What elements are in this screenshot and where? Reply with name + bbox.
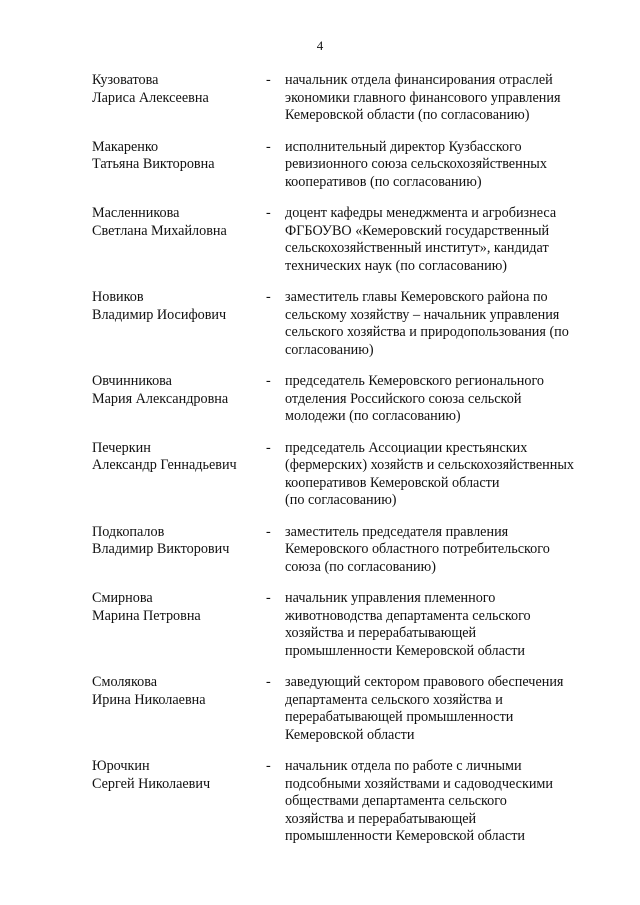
member-name bbox=[92, 72, 266, 107]
member-role-line: Кемеровской области bbox=[285, 726, 415, 743]
member-given-names: Татьяна Викторовна bbox=[92, 156, 215, 172]
member-entry bbox=[92, 205, 612, 275]
member-surname: Подкопалов bbox=[92, 523, 165, 540]
member-name bbox=[92, 139, 266, 174]
member-role-line: председатель Кемеровского регионального bbox=[285, 373, 545, 389]
member-surname: Овчинникова bbox=[92, 373, 172, 389]
member-entry bbox=[92, 289, 612, 359]
member-list bbox=[92, 72, 612, 860]
member-name bbox=[92, 590, 266, 625]
member-role-line: сельскому хозяйству – начальник управления bbox=[285, 306, 560, 323]
member-role-line: заместитель главы Кемеровского района по bbox=[285, 289, 548, 305]
member-role-line: подсобными хозяйствами и садоводческими bbox=[285, 775, 554, 792]
member-role-line: экономики главного финансового управления bbox=[285, 89, 561, 106]
member-role-line: председатель Ассоциации крестьянских bbox=[285, 439, 528, 456]
member-role-line: отделения Российского союза сельской bbox=[285, 390, 522, 407]
separator-dash: - bbox=[266, 138, 271, 155]
member-name bbox=[92, 373, 266, 408]
separator-dash: - bbox=[266, 523, 271, 540]
member-role-line: союза (по согласованию) bbox=[285, 558, 436, 575]
member-role-line: кооперативов (по согласованию) bbox=[285, 173, 482, 190]
member-entry bbox=[92, 72, 612, 125]
member-given-names: Лариса Алексеевна bbox=[92, 89, 209, 106]
member-role-line: (фермерских) хозяйств и сельскохозяйственных bbox=[285, 457, 574, 473]
member-surname: Кузоватова bbox=[92, 72, 159, 88]
member-role-line: ревизионного союза сельскохозяйственных bbox=[285, 156, 547, 172]
member-name bbox=[92, 205, 266, 240]
member-role bbox=[285, 289, 612, 359]
member-role-line: молодежи (по согласованию) bbox=[285, 408, 461, 424]
member-role-line: кооперативов Кемеровской области bbox=[285, 474, 500, 491]
member-surname: Смолякова bbox=[92, 674, 158, 690]
member-role-line: начальник отдела финансирования отраслей bbox=[285, 72, 553, 88]
separator-dash: - bbox=[266, 758, 271, 774]
member-name bbox=[92, 440, 266, 475]
member-role-line: начальник управления племенного bbox=[285, 590, 496, 606]
member-name bbox=[92, 758, 266, 793]
member-name bbox=[92, 524, 266, 559]
member-role-line: животноводства департамента сельского bbox=[285, 607, 531, 624]
member-role bbox=[285, 373, 612, 426]
member-role-line: обществами департамента сельского bbox=[285, 793, 507, 809]
member-role bbox=[285, 205, 612, 275]
member-surname: Макаренко bbox=[92, 138, 159, 155]
separator-dash: - bbox=[266, 72, 271, 88]
member-role bbox=[285, 674, 612, 744]
member-surname: Смирнова bbox=[92, 590, 153, 606]
separator-dash: - bbox=[266, 373, 271, 389]
separator-dash: - bbox=[266, 674, 271, 690]
member-role bbox=[285, 139, 612, 192]
member-role-line: сельскохозяйственный институт», кандидат bbox=[285, 240, 549, 256]
separator-dash: - bbox=[266, 205, 271, 221]
member-name bbox=[92, 674, 266, 709]
member-entry bbox=[92, 674, 612, 744]
member-given-names: Мария Александровна bbox=[92, 390, 229, 407]
member-surname: Юрочкин bbox=[92, 758, 150, 774]
member-entry bbox=[92, 373, 612, 426]
member-role-line: промышленности Кемеровской области bbox=[285, 642, 526, 659]
member-role-line: технических наук (по согласованию) bbox=[285, 257, 508, 274]
separator-dash: - bbox=[266, 439, 271, 456]
member-role-line: начальник отдела по работе с личными bbox=[285, 758, 522, 774]
member-role-line: заместитель председателя правления bbox=[285, 523, 509, 540]
member-surname: Масленникова bbox=[92, 205, 180, 221]
member-role bbox=[285, 758, 612, 846]
member-entry bbox=[92, 139, 612, 192]
member-role-line: Кемеровского областного потребительского bbox=[285, 541, 550, 557]
separator-dash: - bbox=[266, 590, 271, 606]
member-role-line: исполнительный директор Кузбасского bbox=[285, 138, 522, 155]
member-role-line: департамента сельского хозяйства и bbox=[285, 691, 503, 708]
member-given-names: Владимир Викторович bbox=[92, 541, 230, 557]
separator-dash: - bbox=[266, 289, 271, 305]
member-entry bbox=[92, 590, 612, 660]
member-role-line: Кемеровской области (по согласованию) bbox=[285, 107, 530, 123]
member-given-names: Светлана Михайловна bbox=[92, 222, 227, 239]
member-given-names: Александр Геннадьевич bbox=[92, 457, 237, 473]
member-role-line: промышленности Кемеровской области bbox=[285, 828, 526, 844]
member-given-names: Ирина Николаевна bbox=[92, 691, 206, 708]
member-role-line: хозяйства и перерабатывающей bbox=[285, 810, 477, 827]
member-role-line: перерабатывающей промышленности bbox=[285, 709, 514, 725]
member-role bbox=[285, 440, 612, 510]
member-role-line: согласованию) bbox=[285, 341, 374, 358]
page-number: 4 bbox=[316, 38, 324, 53]
member-role-line: (по согласованию) bbox=[285, 492, 397, 508]
member-given-names: Марина Петровна bbox=[92, 607, 201, 624]
member-role-line: доцент кафедры менеджмента и агробизнеса bbox=[285, 205, 557, 221]
member-role-line: ФГБОУВО «Кемеровский государственный bbox=[285, 222, 550, 239]
member-given-names: Владимир Иосифович bbox=[92, 306, 227, 323]
member-role-line: заведующий сектором правового обеспечения bbox=[285, 674, 564, 690]
member-given-names: Сергей Николаевич bbox=[92, 775, 211, 792]
member-surname: Печеркин bbox=[92, 439, 151, 456]
member-role bbox=[285, 72, 612, 125]
member-role bbox=[285, 524, 612, 577]
member-role-line: сельского хозяйства и природопользования (по bbox=[285, 324, 569, 340]
member-surname: Новиков bbox=[92, 289, 144, 305]
member-entry bbox=[92, 440, 612, 510]
member-name bbox=[92, 289, 266, 324]
member-role-line: хозяйства и перерабатывающей bbox=[285, 625, 477, 641]
member-role bbox=[285, 590, 612, 660]
member-entry bbox=[92, 758, 612, 846]
member-entry bbox=[92, 524, 612, 577]
